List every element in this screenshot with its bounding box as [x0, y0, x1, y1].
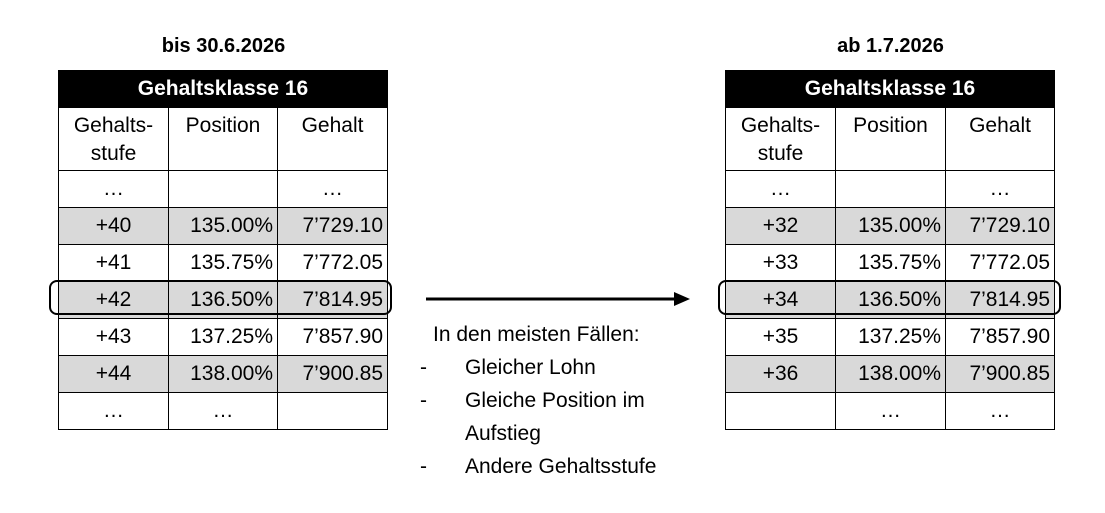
notes-block [420, 318, 710, 483]
position-cell: 135.00% [169, 208, 278, 245]
table-row [726, 393, 1055, 430]
notes-item [420, 384, 710, 450]
gehalt-cell: 7’814.95 [278, 282, 388, 319]
gehalt-cell: 7’857.90 [946, 319, 1055, 356]
stufe-cell: +41 [59, 245, 169, 282]
stufe-cell: +43 [59, 319, 169, 356]
position-cell: 137.25% [169, 319, 278, 356]
gehalt-cell: 7’772.05 [946, 245, 1055, 282]
table-row [59, 319, 388, 356]
position-cell: 138.00% [836, 356, 946, 393]
gehalt-cell: 7’814.95 [946, 282, 1055, 319]
stufe-cell: +32 [726, 208, 836, 245]
bullet-dash: - [420, 389, 427, 412]
table-row [59, 171, 388, 208]
position-cell: 136.50% [169, 282, 278, 319]
table-row [726, 356, 1055, 393]
stufe-cell: +42 [59, 282, 169, 319]
position-cell: 135.75% [836, 245, 946, 282]
left-class-header: Gehaltsklasse 16 [59, 71, 388, 108]
stufe-cell: … [726, 171, 836, 208]
notes-item [420, 351, 710, 384]
arrow-right-icon [426, 290, 692, 308]
bullet-dash: - [420, 356, 427, 379]
gehalt-cell: … [278, 171, 388, 208]
stufe-cell: +40 [59, 208, 169, 245]
table-row [59, 208, 388, 245]
position-cell: 135.00% [836, 208, 946, 245]
bullet-dash: - [420, 455, 427, 478]
left-col-header-position: Position [169, 108, 278, 171]
position-cell: … [169, 393, 278, 430]
gehalt-cell: … [946, 393, 1055, 430]
notes-item-text: Gleicher Lohn [465, 356, 596, 379]
position-cell: … [836, 393, 946, 430]
position-cell: 137.25% [836, 319, 946, 356]
right-col-header-stufe: Gehalts-stufe [726, 108, 836, 171]
stufe-cell: +35 [726, 319, 836, 356]
right-col-header-gehalt: Gehalt [946, 108, 1055, 171]
right-salary-table [725, 70, 1055, 430]
stufe-cell: +44 [59, 356, 169, 393]
position-cell: 135.75% [169, 245, 278, 282]
notes-item-text: Andere Gehaltsstufe [465, 455, 657, 478]
stufe-cell: +33 [726, 245, 836, 282]
gehalt-cell: 7’900.85 [946, 356, 1055, 393]
table-row [726, 171, 1055, 208]
table-row [726, 208, 1055, 245]
right-panel-title: ab 1.7.2026 [837, 35, 944, 57]
left-highlight-box [49, 280, 392, 315]
right-col-header-position: Position [836, 108, 946, 171]
notes-item [420, 450, 710, 483]
stufe-cell: +36 [726, 356, 836, 393]
left-col-header-stufe: Gehalts-stufe [59, 108, 169, 171]
position-cell [169, 171, 278, 208]
gehalt-cell: 7’729.10 [278, 208, 388, 245]
notes-item-text: Gleiche Position im Aufstieg [465, 389, 645, 445]
stufe-cell: … [59, 393, 169, 430]
position-cell [836, 171, 946, 208]
stufe-cell: … [59, 171, 169, 208]
left-panel-title: bis 30.6.2026 [161, 35, 286, 57]
table-row [59, 245, 388, 282]
position-cell: 136.50% [836, 282, 946, 319]
gehalt-cell: 7’900.85 [278, 356, 388, 393]
left-col-header-gehalt: Gehalt [278, 108, 388, 171]
stufe-cell [726, 393, 836, 430]
left-salary-table [58, 70, 388, 430]
gehalt-cell: 7’857.90 [278, 319, 388, 356]
gehalt-cell: 7’729.10 [946, 208, 1055, 245]
notes-intro: In den meisten Fällen: [433, 323, 640, 346]
table-row [726, 319, 1055, 356]
right-class-header: Gehaltsklasse 16 [726, 71, 1055, 108]
gehalt-cell: 7’772.05 [278, 245, 388, 282]
stufe-cell: +34 [726, 282, 836, 319]
gehalt-cell [278, 393, 388, 430]
right-highlight-box [718, 280, 1061, 315]
gehalt-cell: … [946, 171, 1055, 208]
table-row [59, 356, 388, 393]
position-cell: 138.00% [169, 356, 278, 393]
table-row [59, 393, 388, 430]
table-row [726, 245, 1055, 282]
